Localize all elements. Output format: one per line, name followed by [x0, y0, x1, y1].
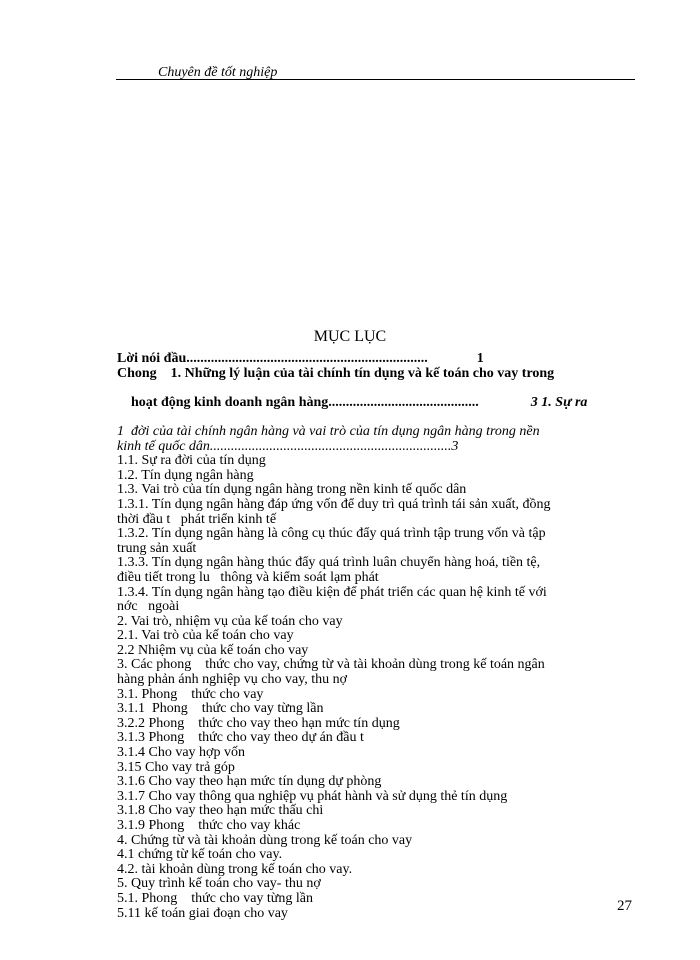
toc-line: thời đầu t phát triển kinh tế: [117, 511, 277, 527]
toc-line: [117, 381, 635, 425]
toc-line: trung sản xuất: [117, 540, 197, 556]
toc-line: 3.1. Phong thức cho vay: [117, 686, 264, 702]
header-rule: [116, 79, 635, 80]
toc-line: Lời nói đầu..................................................................... 1: [117, 351, 484, 366]
toc-line: 1 đời của tài chính ngân hàng và vai trò của tín dụng ngân hàng trong nền: [117, 423, 540, 439]
toc-line: hàng phản ánh nghiệp vụ cho vay, thu nợ: [117, 672, 348, 688]
toc-line: 1.3.4. Tín dụng ngân hàng tạo điều kiện để phát triển các quan hệ kinh tế với: [117, 584, 547, 600]
toc-line: 3.1.9 Phong thức cho vay khác: [117, 818, 301, 833]
toc-line: 2.1. Vai trò của kế toán cho vay: [117, 628, 294, 644]
toc-line: 3.15 Cho vay trả góp: [117, 759, 235, 775]
toc-line: 5.11 kế toán giai đoạn cho vay: [117, 905, 288, 921]
toc-line-part: 3 1. Sự ra: [530, 394, 588, 410]
toc-line: 2. Vai trò, nhiệm vụ của kế toán cho vay: [117, 613, 343, 629]
toc-line: 2.2 Nhiệm vụ của kế toán cho vay: [117, 642, 309, 658]
toc-line: 3.1.7 Cho vay thông qua nghiệp vụ phát hành và sử dụng thẻ tín dụng: [117, 788, 508, 804]
toc-line: 1.1. Sự ra đời của tín dụng: [117, 453, 266, 469]
toc-line: 3.1.1 Phong thức cho vay từng lần: [117, 701, 324, 717]
toc-line: kinh tế quốc dân.....................................................................3: [117, 438, 459, 454]
toc-line: Chong 1. Những lý luận của tài chính tín dụng và kế toán cho vay trong: [117, 365, 555, 381]
page-number: 27: [617, 898, 632, 914]
toc-line: 3.1.8 Cho vay theo hạn mức thấu chi: [117, 803, 324, 819]
toc-line: 4.2. tài khoản dùng trong kế toán cho vay.: [117, 861, 353, 877]
toc-line: 4.1 chứng từ kế toán cho vay.: [117, 847, 283, 863]
toc-line: nớc ngoài: [117, 599, 180, 615]
toc-line: 5. Quy trình kế toán cho vay- thu nợ: [117, 876, 321, 892]
toc-line-part: hoạt động kinh doanh ngân hàng...........................................: [131, 394, 479, 410]
toc-line: 1.3. Vai trò của tín dụng ngân hàng trong nền kinh tế quốc dân: [117, 482, 467, 498]
toc-line: 1.3.1. Tín dụng ngân hàng đáp ứng vốn để duy trì quá trình tái sản xuất, đồng: [117, 496, 551, 512]
toc-line: 1.2. Tín dụng ngân hàng: [117, 467, 254, 483]
toc-line: 3.1.3 Phong thức cho vay theo dự án đầu t: [117, 730, 364, 746]
toc-line: 4. Chứng từ và tài khoản dùng trong kế toán cho vay: [117, 832, 413, 848]
toc-line: 3. Các phong thức cho vay, chứng từ và tài khoản dùng trong kế toán ngân: [117, 657, 545, 673]
page-title: MỤC LỤC: [313, 328, 387, 345]
toc-line: 3.1.6 Cho vay theo hạn mức tín dụng dự phòng: [117, 774, 382, 790]
toc-line: điều tiết trong lu thông và kiểm soát lạm phát: [117, 569, 379, 585]
toc-line: 1.3.2. Tín dụng ngân hàng là công cụ thúc đẩy quá trình tập trung vốn và tập: [117, 526, 546, 542]
toc-line: 5.1. Phong thức cho vay từng lần: [117, 890, 313, 906]
toc-line: 3.2.2 Phong thức cho vay theo hạn mức tín dụng: [117, 715, 400, 731]
running-header: Chuyên đề tốt nghiệp: [158, 65, 278, 80]
table-of-contents: [117, 352, 635, 921]
toc-line: 1.3.3. Tín dụng ngân hàng thúc đẩy quá trình luân chuyển hàng hoá, tiền tệ,: [117, 555, 541, 571]
toc-line: 3.1.4 Cho vay hợp vốn: [117, 745, 245, 761]
